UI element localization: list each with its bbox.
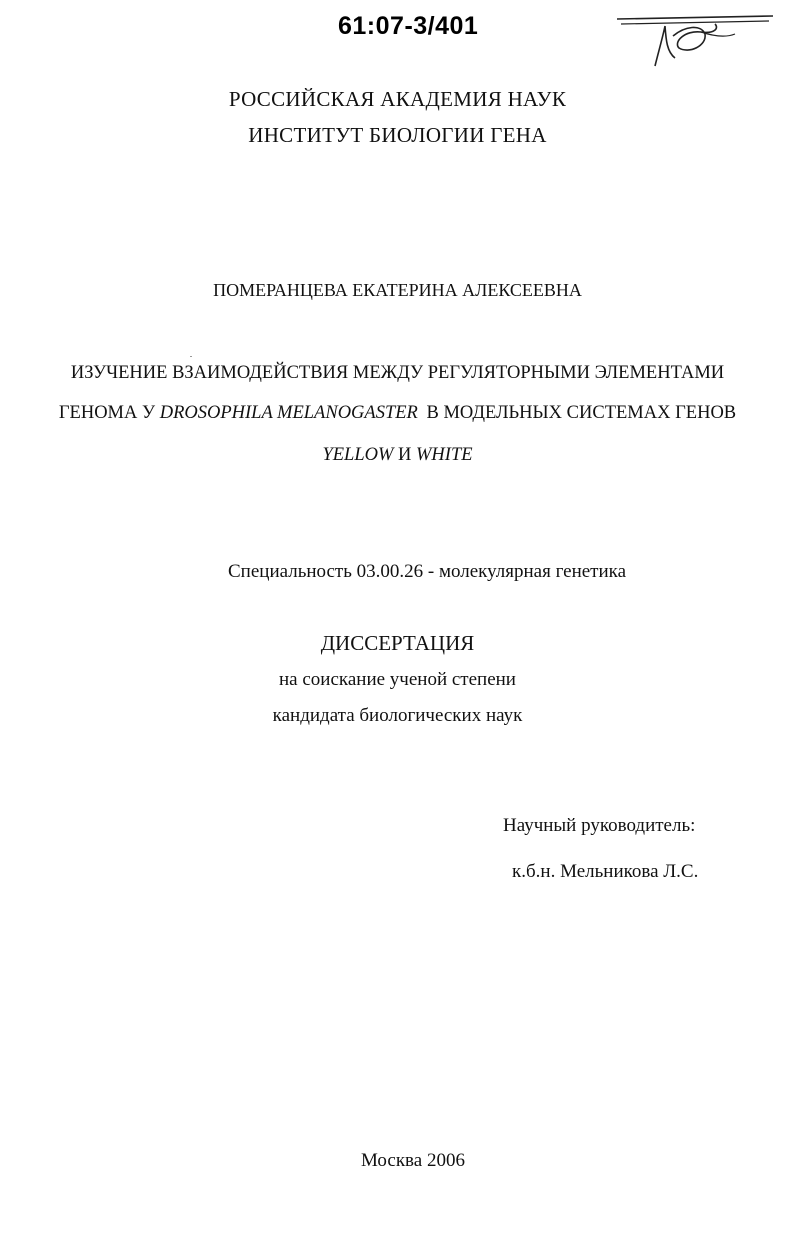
author-name: ПОМЕРАНЦЕВА ЕКАТЕРИНА АЛЕКСЕЕВНА bbox=[213, 280, 582, 300]
title-line-1: ИЗУЧЕНИЕ ВЗАИМОДЕЙСТВИЯ МЕЖДУ РЕГУЛЯТОРНЫМИ ЭЛЕМЕНТАМИ bbox=[70, 363, 725, 383]
city-year: Москва 2006 bbox=[361, 1150, 465, 1171]
scan-speck bbox=[190, 356, 192, 357]
signature-mark bbox=[615, 6, 775, 72]
dissertation-degree-line-2: кандидата биологических наук bbox=[272, 705, 523, 726]
dissertation-heading: ДИССЕРТАЦИЯ bbox=[320, 631, 475, 655]
title-line-3 bbox=[0, 445, 795, 466]
title-gene-yellow: YELLOW bbox=[322, 445, 394, 465]
supervisor-name: к.б.н. Мельникова Л.С. bbox=[512, 861, 699, 882]
title-conjunction: И bbox=[398, 445, 412, 465]
library-stamp-code: 61:07-3/401 bbox=[338, 12, 479, 40]
organization-line-2: ИНСТИТУТ БИОЛОГИИ ГЕНА bbox=[248, 123, 547, 147]
organization-line-1: РОССИЙСКАЯ АКАДЕМИЯ НАУК bbox=[228, 87, 567, 111]
supervisor-label: Научный руководитель: bbox=[503, 815, 696, 836]
title-species-name: DROSOPHILA MELANOGASTER bbox=[159, 403, 418, 423]
title-line-2 bbox=[0, 403, 795, 424]
specialty: Специальность 03.00.26 - молекулярная генетика bbox=[228, 561, 627, 582]
title-line-2-prefix: ГЕНОМА У bbox=[58, 403, 156, 423]
dissertation-degree-line-1: на соискание ученой степени bbox=[279, 669, 516, 690]
title-line-2-suffix: В МОДЕЛЬНЫХ СИСТЕМАХ ГЕНОВ bbox=[426, 403, 737, 423]
title-gene-white: WHITE bbox=[416, 445, 473, 465]
